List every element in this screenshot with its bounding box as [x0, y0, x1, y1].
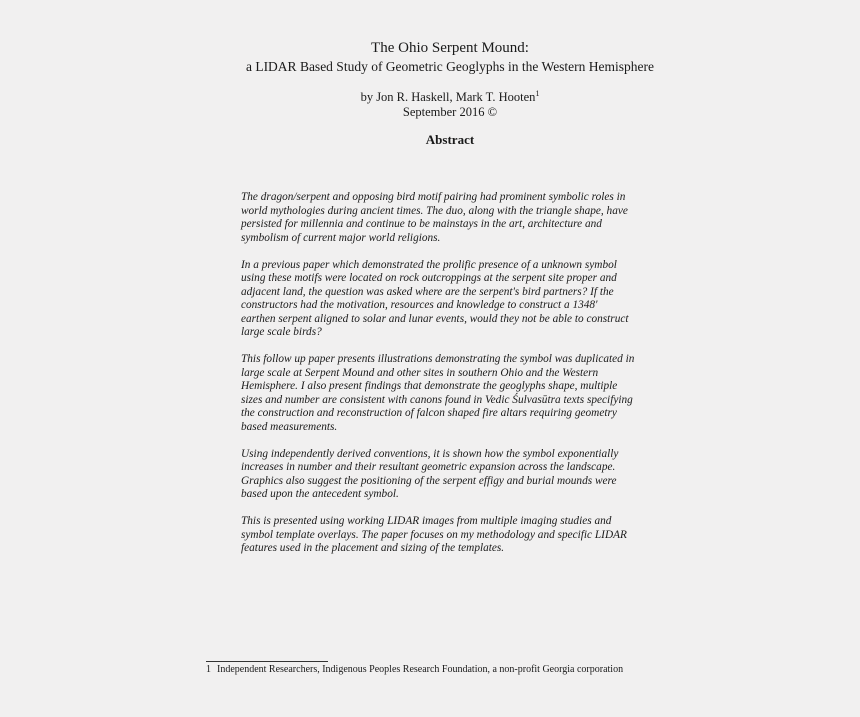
- text-line: large scale at Serpent Mound and other sites in southern Ohio and the Western: [241, 366, 599, 379]
- footnote-number: 1: [206, 664, 211, 675]
- text-line: This follow up paper presents illustrations demonstrating the symbol was duplicated in: [241, 353, 635, 365]
- authors-text: by Jon R. Haskell, Mark T. Hooten: [360, 90, 536, 104]
- abstract-paragraph: [241, 448, 661, 502]
- text-line: persisted for millennia and continue to be mainstays in the art, architecture and: [241, 218, 602, 230]
- text-line: symbol template overlays. The paper focuses on my methodology and specific LIDAR: [241, 528, 627, 541]
- text-line: using these motifs were located on rock outcroppings at the serpent site proper and: [241, 272, 617, 284]
- text-line: The dragon/serpent and opposing bird motif pairing had prominent symbolic roles in: [241, 191, 626, 203]
- paper-authors: [0, 90, 860, 105]
- text-line: Hemisphere. I also present findings that demonstrate the geoglyphs shape, multiple: [241, 380, 618, 392]
- text-line: sizes and number are consistent with canons found in Vedic Śulvasūtra texts specifying: [241, 393, 633, 406]
- paper-subtitle: a LIDAR Based Study of Geometric Geoglyphs in the Western Hemisphere: [245, 59, 655, 74]
- text-line: based upon the antecedent symbol.: [241, 488, 399, 500]
- text-line: Using independently derived conventions, it is shown how the symbol exponentially: [241, 447, 619, 460]
- abstract-paragraph: [241, 259, 661, 340]
- text-line: the construction and reconstruction of falcon shaped fire altars requiring geometry: [241, 407, 617, 419]
- abstract-paragraph: [241, 515, 661, 556]
- text-line: This is presented using working LIDAR images from multiple imaging studies and: [241, 515, 612, 527]
- text-line: based measurements.: [241, 420, 338, 433]
- text-line: large scale birds?: [241, 326, 322, 338]
- paper-title: The Ohio Serpent Mound:: [371, 40, 529, 56]
- author-footnote-mark[interactable]: 1: [535, 88, 540, 98]
- abstract-heading: Abstract: [425, 132, 475, 147]
- text-line: constructors had the motivation, resources and knowledge to construct a 1348': [241, 299, 598, 311]
- text-line: adjacent land, the question was asked where are the serpent's bird partners? If the: [241, 285, 614, 298]
- paper-date: September 2016 ©: [402, 105, 498, 119]
- text-line: increases in number and their resultant geometric expansion across the landscape.: [241, 461, 616, 473]
- text-line: earthen serpent aligned to solar and lunar events, would they not be able to construct: [241, 312, 629, 325]
- text-line: features used in the placement and sizing of the templates.: [241, 542, 505, 554]
- footnote-text: Independent Researchers, Indigenous Peoples Research Foundation, a non-profit Georgia corporation: [217, 664, 624, 675]
- footnote: [206, 664, 623, 676]
- text-line: world mythologies during ancient times. The duo, along with the triangle shape, have: [241, 204, 628, 217]
- abstract-paragraph: [241, 353, 661, 434]
- text-line: Graphics also suggest the positioning of the serpent effigy and burial mounds were: [241, 474, 617, 487]
- footnote-divider: [206, 661, 328, 662]
- abstract-paragraph: [241, 191, 661, 245]
- text-line: In a previous paper which demonstrated the prolific presence of a unknown symbol: [241, 258, 617, 271]
- text-line: symbolism of current major world religions.: [241, 231, 441, 244]
- abstract-body: [241, 191, 661, 569]
